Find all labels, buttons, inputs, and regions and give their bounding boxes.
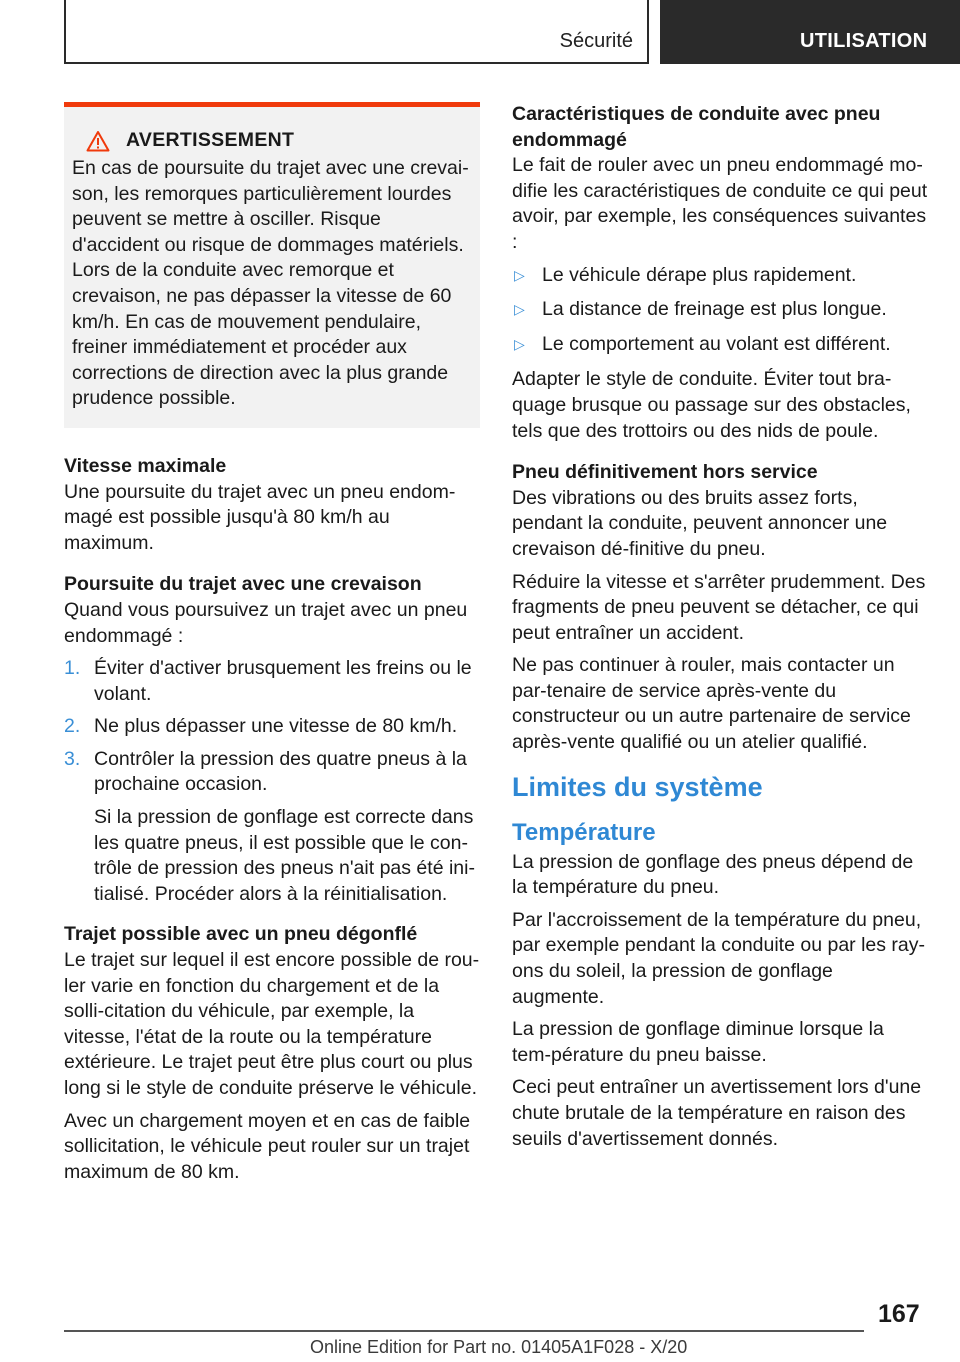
heading-continue-driving: Poursuite du trajet avec une crevaison (64, 573, 422, 596)
heading-driving-characteristics: Caractéristiques de conduite avec pneu endommagé (512, 103, 881, 151)
paragraph-continue-driving: Quand vous poursuivez un trajet avec un pneu endommagé : (64, 598, 468, 647)
step-text: Ne plus dépasser une vitesse de 80 km/h. (94, 715, 458, 738)
steps-list (64, 656, 480, 914)
step-number: 1. (64, 657, 81, 680)
triangle-bullet-icon: ▷ (514, 301, 525, 318)
paragraph-out-of-service-2: Réduire la vitesse et s'arrêter prudemment. Des fragments de pneu peuvent se détacher, ce qui peut entraîner un accident. (512, 570, 926, 644)
bullet-text: La distance de freinage est plus longue. (542, 298, 887, 321)
step-number: 3. (64, 747, 81, 770)
list-item (512, 332, 928, 358)
left-column (64, 102, 480, 1192)
list-item (512, 297, 928, 323)
right-column (512, 102, 928, 1159)
paragraph-temperature-3: La pression de gonflage diminue lorsque la tem-pérature du pneu baisse. (512, 1018, 884, 1066)
footer-divider (64, 1330, 864, 1332)
paragraph-temperature-4: Ceci peut entraîner un avertissement lors d'une chute brutale de la température en raison des seuils d'avertissement donnés. (512, 1076, 922, 1150)
consequences-list (512, 263, 928, 358)
bullet-text: Le comportement au volant est différent. (542, 332, 891, 355)
section-title: Sécurité (559, 30, 633, 52)
step-note: Si la pression de gonflage est correcte dans les quatre pneus, il est possible que le con-trôle de pression des pneus n'ait pas été ini-tialisé. Procéder alors à la réinitialisation. (94, 806, 475, 905)
paragraph-adapt-style: Adapter le style de conduite. Éviter tout bra-quage brusque ou passage sur des obstacles, tels que des trottoirs ou des nids de poule. (512, 368, 911, 442)
paragraph-out-of-service-3: Ne pas continuer à rouler, mais contacter un par-tenaire de service après-vente du constructeur ou un autre partenaire de service après-vente qualifié ou un atelier qualifié. (512, 654, 911, 754)
heading-system-limits: Limites du système (512, 771, 763, 802)
warning-box (64, 102, 480, 428)
heading-range-flat-tire: Trajet possible avec un pneu dégonflé (64, 923, 418, 946)
paragraph-range-2: Avec un chargement moyen et en cas de faible sollicitation, le véhicule peut rouler sur un trajet maximum de 80 km. (64, 1109, 471, 1183)
warning-text: En cas de poursuite du trajet avec une crevai-son, les remorques particulièrement lourdes peuvent se mettre à osciller. Risque d'accident ou risque de dommages matériels. Lors de la conduite avec remorque et crevaison, ne pas dépasser la vitesse de 60 km/h. En cas de mouvement pendulaire, freiner immédiatement et procéder aux corrections de direction avec la plus grande prudence possible. (72, 157, 469, 410)
header-chapter-tab (660, 0, 960, 64)
heading-tire-out-of-service: Pneu définitivement hors service (512, 461, 818, 484)
warning-triangle-icon (86, 130, 110, 152)
warning-header (72, 129, 472, 152)
bullet-text: Le véhicule dérape plus rapidement. (542, 263, 857, 286)
list-item (64, 747, 480, 915)
warning-title: AVERTISSEMENT (126, 129, 295, 151)
heading-max-speed: Vitesse maximale (64, 454, 227, 477)
paragraph-range-1: Le trajet sur lequel il est encore possible de rou-ler varie en fonction du chargement et de la solli-citation du véhicule, par exemple, la vitesse, l'état de la route ou la température extérieure. Le trajet peut être plus court ou plus long si le style de conduite préserve le véhicule. (64, 949, 480, 1099)
chapter-title: UTILISATION (800, 30, 928, 52)
triangle-bullet-icon: ▷ (514, 335, 525, 352)
list-item (64, 714, 480, 740)
paragraph-out-of-service-1: Des vibrations ou des bruits assez forts, pendant la conduite, peuvent annoncer une crevaison dé-finitive du pneu. (512, 486, 888, 560)
list-item (512, 263, 928, 289)
step-text: Contrôler la pression des quatre pneus à la prochaine occasion. (94, 747, 467, 796)
page-number: 167 (878, 1300, 920, 1328)
paragraph-max-speed: Une poursuite du trajet avec un pneu endom-magé est possible jusqu'à 80 km/h au maximum. (64, 480, 456, 554)
paragraph-temperature-2: Par l'accroissement de la température du pneu, par exemple pendant la conduite ou par les ray-ons du soleil, la pression de gonflage augmente. (512, 908, 926, 1008)
list-item (64, 656, 480, 707)
paragraph-temperature-1: La pression de gonflage des pneus dépend de la température du pneu. (512, 850, 914, 899)
step-number: 2. (64, 715, 81, 738)
footer-edition: Online Edition for Part no. 01405A1F028 - X/20 (310, 1337, 688, 1357)
triangle-bullet-icon: ▷ (514, 266, 525, 283)
heading-temperature: Température (512, 818, 656, 846)
paragraph-driving-characteristics: Le fait de rouler avec un pneu endommagé mo-difie les caractéristiques de conduite ce qui peut avoir, par exemple, les conséquences suivantes : (512, 154, 928, 253)
header-section-tab (64, 0, 649, 64)
step-text: Éviter d'activer brusquement les freins ou le volant. (94, 657, 472, 705)
